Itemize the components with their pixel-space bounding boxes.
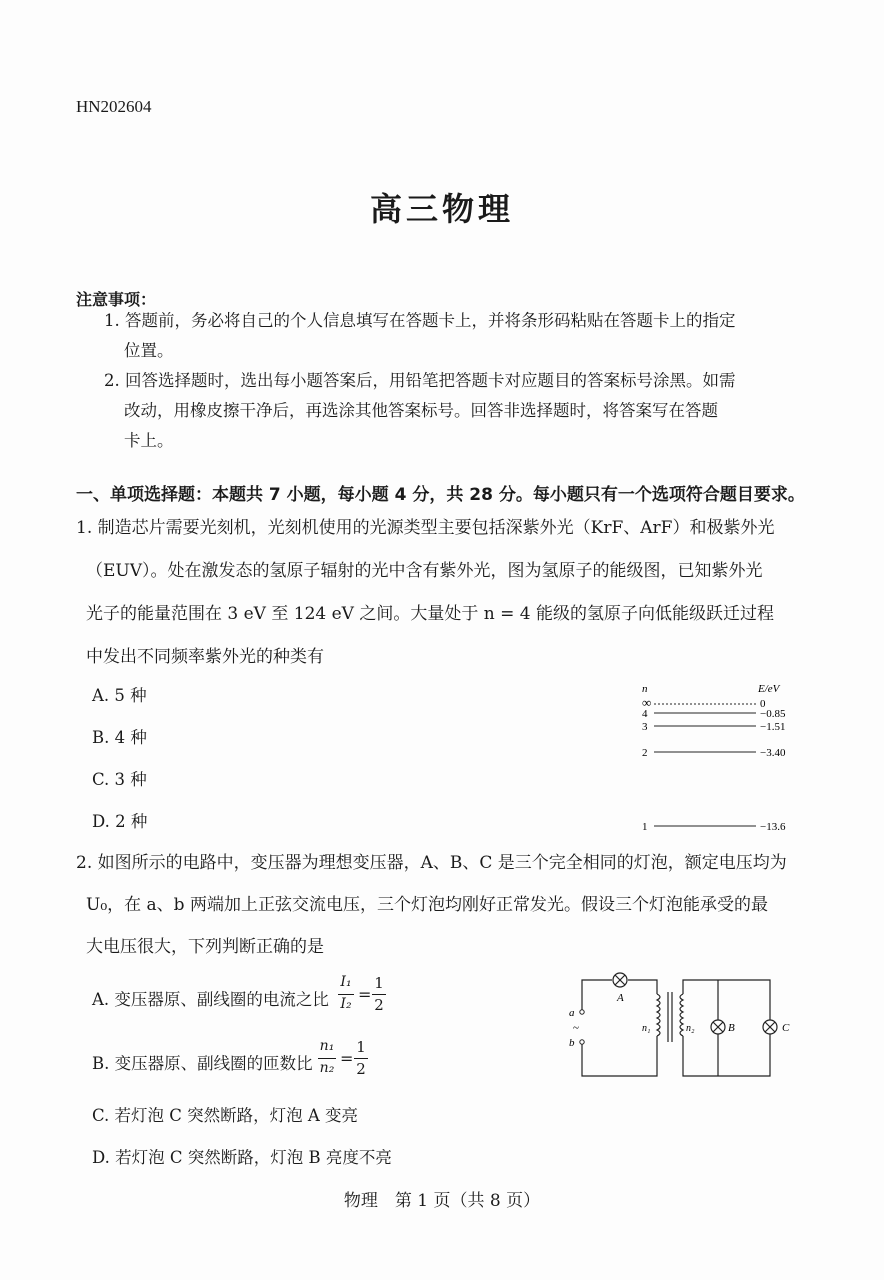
- q2-option-a-lhs-den: I₂: [340, 996, 352, 1012]
- q1-option-d: D. 2 种: [92, 812, 148, 831]
- q2-line-3: 大电压很大，下列判断正确的是: [86, 937, 324, 957]
- q2-option-b-num: 1: [356, 1038, 366, 1056]
- notice-item-2-line-3: 卡上。: [124, 431, 174, 450]
- q1-option-c: C. 3 种: [92, 770, 147, 789]
- energy-level-diagram: [630, 676, 800, 840]
- notice-item-1-line-2: 位置。: [124, 341, 174, 360]
- q2-option-b-lhs-den: n₂: [319, 1060, 335, 1076]
- label-ac-source: ~: [573, 1022, 579, 1034]
- level-n-inf: ∞: [642, 695, 652, 710]
- level-e-1: −13.6: [760, 821, 786, 833]
- label-n2: n₂: [686, 1023, 695, 1034]
- q2-option-a-eq: =: [358, 985, 372, 1004]
- q2-line-2: U₀，在 a、b 两端加上正弦交流电压，三个灯泡均刚好正常发光。假设三个灯泡能承受的最: [86, 895, 768, 915]
- notice-item-1-line-1: 1. 答题前，务必将自己的个人信息填写在答题卡上，并将条形码粘贴在答题卡上的指定: [104, 311, 736, 330]
- notice-item-2-line-1: 2. 回答选择题时，选出每小题答案后，用铅笔把答题卡对应题目的答案标号涂黑。如需: [104, 371, 736, 390]
- secondary-coil: [680, 994, 683, 1036]
- q2-option-a: [92, 986, 329, 1010]
- q1-line-3: 光子的能量范围在 3 eV 至 124 eV 之间。大量处于 n = 4 能级的氢原子向低能级跃迁过程: [86, 604, 774, 624]
- label-n1: n₁: [642, 1023, 651, 1034]
- level-axis-e-label: E/eV: [758, 683, 780, 695]
- notice-item-2-line-2: 改动，用橡皮擦干净后，再选涂其他答案标号。回答非选择题时，将答案写在答题: [124, 401, 718, 420]
- primary-wire-top-right: [628, 980, 657, 994]
- level-e-3: −1.51: [760, 721, 786, 733]
- q1-option-a: A. 5 种: [92, 686, 147, 705]
- page-title: 高三物理: [369, 190, 514, 228]
- level-n-1: 1: [642, 821, 648, 833]
- q2-option-a-lhs-bar: [338, 994, 354, 995]
- primary-wire-top-left: [582, 980, 612, 1010]
- q2-option-b-text: B. 变压器原、副线圈的匝数比: [92, 1054, 313, 1073]
- exam-code: HN202604: [76, 97, 152, 116]
- secondary-wire-top: [683, 980, 770, 1020]
- level-n-4: 4: [642, 708, 648, 720]
- q2-option-b-bar: [354, 1058, 368, 1059]
- q2-option-a-num: 1: [374, 974, 384, 992]
- terminal-b: [580, 1040, 584, 1044]
- primary-coil: [657, 994, 660, 1036]
- label-a: a: [569, 1007, 575, 1019]
- q2-option-a-text: A. 变压器原、副线圈的电流之比: [92, 990, 329, 1009]
- page-footer: 物理 第 1 页（共 8 页）: [343, 1191, 541, 1211]
- label-lamp-c: C: [782, 1022, 790, 1034]
- secondary-wire-bottom: [683, 1034, 770, 1076]
- q2-line-1: 2. 如图所示的电路中，变压器为理想变压器，A、B、C 是三个完全相同的灯泡，额定电压均为: [76, 853, 787, 873]
- terminal-a: [580, 1010, 584, 1014]
- q2-option-b-lhs-num: n₁: [319, 1038, 335, 1054]
- q2-option-d: D. 若灯泡 C 突然断路，灯泡 B 亮度不亮: [92, 1148, 392, 1167]
- label-lamp-b: B: [728, 1022, 735, 1034]
- q2-option-b-den: 2: [356, 1060, 366, 1078]
- q2-option-a-lhs-num: I₁: [340, 974, 352, 990]
- q2-option-b: [92, 1050, 313, 1074]
- level-e-2: −3.40: [760, 747, 786, 759]
- q2-option-a-bar: [372, 994, 386, 995]
- label-b: b: [569, 1037, 575, 1049]
- primary-wire-bottom: [582, 1036, 657, 1076]
- q1-option-b: B. 4 种: [92, 728, 147, 747]
- q2-option-b-lhs-bar: [318, 1058, 336, 1059]
- q2-option-c: C. 若灯泡 C 突然断路，灯泡 A 变亮: [92, 1106, 359, 1125]
- level-e-4: −0.85: [760, 708, 786, 720]
- q1-line-1: 1. 制造芯片需要光刻机，光刻机使用的光源类型主要包括深紫外光（KrF、ArF）和极紫外光: [76, 518, 775, 538]
- level-axis-n-label: n: [642, 683, 648, 695]
- q1-line-4: 中发出不同频率紫外光的种类有: [86, 647, 324, 667]
- q2-option-a-den: 2: [374, 996, 384, 1014]
- label-lamp-a: A: [617, 992, 624, 1004]
- transformer-circuit-diagram: [560, 964, 800, 1086]
- level-n-2: 2: [642, 747, 648, 759]
- level-n-3: 3: [642, 721, 648, 733]
- q2-option-b-eq: =: [340, 1049, 354, 1068]
- q1-line-2: （EUV）。处在激发态的氢原子辐射的光中含有紫外光，图为氢原子的能级图，已知紫外光: [86, 561, 763, 581]
- level-e-inf: 0: [760, 698, 766, 710]
- notice-heading: 注意事项：: [76, 290, 157, 309]
- section-1-heading: 一、单项选择题：本题共 7 小题，每小题 4 分，共 28 分。每小题只有一个选项符合题目要求。: [76, 485, 805, 505]
